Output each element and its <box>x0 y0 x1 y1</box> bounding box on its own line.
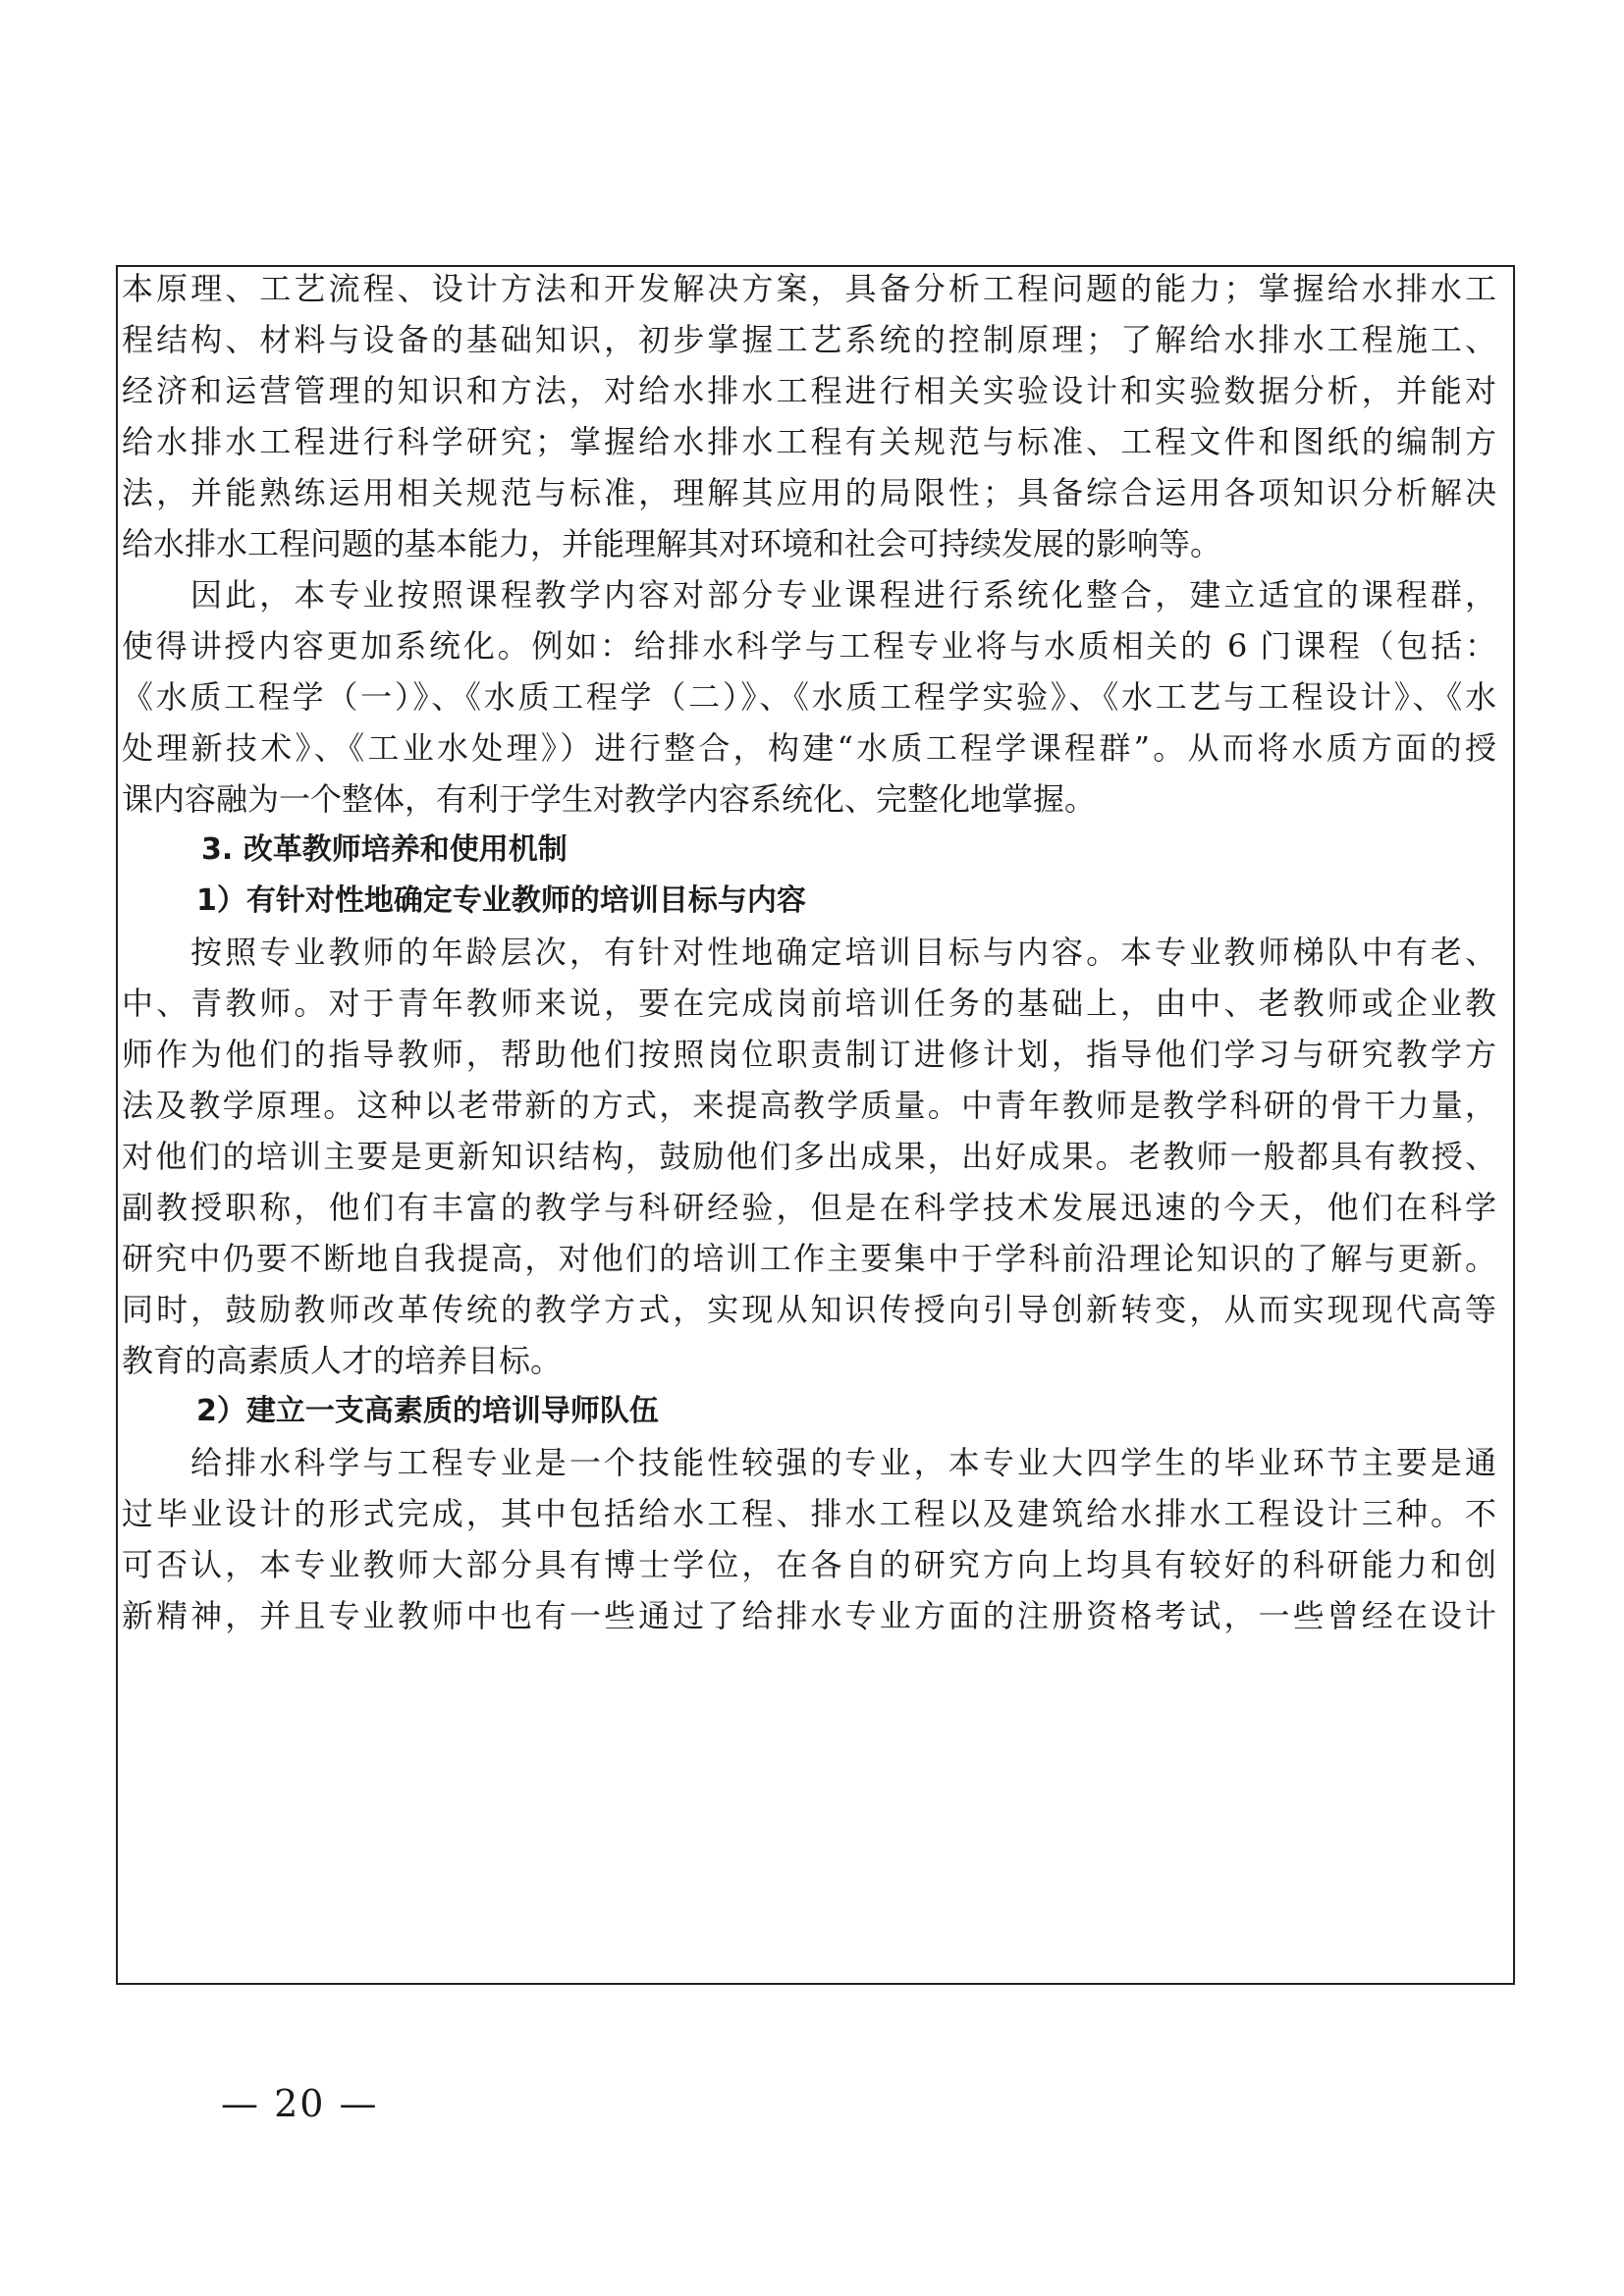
section-heading: 3. 改革教师培养和使用机制 <box>201 832 568 867</box>
paragraph-1-line: 本原理、工艺流程、设计方法和开发解决方案，具备分析工程问题的能力；掌握给水排水工 <box>122 270 1496 307</box>
paragraph-2-line: 《水质工程学（一）》、《水质工程学（二）》、《水质工程学实验》、《水工艺与工程设计》、《水 <box>122 678 1496 716</box>
page-number: — 20 — <box>221 2082 379 2125</box>
paragraph-3-line: 师作为他们的指导教师，帮助他们按照岗位职责制订进修计划，指导他们学习与研究教学方 <box>122 1036 1496 1073</box>
paragraph-4-line: 给排水科学与工程专业是一个技能性较强的专业，本专业大四学生的毕业环节主要是通 <box>190 1444 1496 1481</box>
paragraph-1-line: 法，并能熟练运用相关规范与标准，理解其应用的局限性；具备综合运用各项知识分析解决 <box>122 474 1496 511</box>
paragraph-1-line: 给水排水工程问题的基本能力，并能理解其对环境和社会可持续发展的影响等。 <box>122 525 1222 562</box>
paragraph-3-line: 同时，鼓励教师改革传统的教学方式，实现从知识传授向引导创新转变，从而实现现代高等 <box>122 1291 1496 1328</box>
paragraph-3-line: 对他们的培训主要是更新知识结构，鼓励他们多出成果，出好成果。老教师一般都具有教授、 <box>122 1138 1496 1175</box>
subsection-heading: 1）有针对性地确定专业教师的培训目标与内容 <box>196 883 806 918</box>
paragraph-3-line: 中、青教师。对于青年教师来说，要在完成岗前培训任务的基础上，由中、老教师或企业教 <box>122 985 1496 1022</box>
paragraph-4-line: 可否认，本专业教师大部分具有博士学位，在各自的研究方向上均具有较好的科研能力和创 <box>122 1546 1496 1583</box>
paragraph-3-line: 法及教学原理。这种以老带新的方式，来提高教学质量。中青年教师是教学科研的骨干力量， <box>122 1087 1496 1124</box>
paragraph-2-line: 因此，本专业按照课程教学内容对部分专业课程进行系统化整合，建立适宜的课程群， <box>190 576 1496 614</box>
paragraph-1-line: 程结构、材料与设备的基础知识，初步掌握工艺系统的控制原理；了解给水排水工程施工、 <box>122 321 1496 358</box>
subsection-heading: 2）建立一支高素质的培训导师队伍 <box>196 1394 659 1428</box>
paragraph-2-line: 处理新技术》、《工业水处理》）进行整合，构建“水质工程学课程群”。从而将水质方面的授 <box>122 729 1496 767</box>
paragraph-4-line: 过毕业设计的形式完成，其中包括给水工程、排水工程以及建筑给水排水工程设计三种。不 <box>122 1495 1496 1532</box>
paragraph-3-line: 副教授职称，他们有丰富的教学与科研经验，但是在科学技术发展迅速的今天，他们在科学 <box>122 1189 1496 1226</box>
paragraph-1-line: 经济和运营管理的知识和方法，对给水排水工程进行相关实验设计和实验数据分析，并能对 <box>122 372 1496 409</box>
paragraph-2-line: 使得讲授内容更加系统化。例如：给排水科学与工程专业将与水质相关的 6 门课程（包括： <box>122 627 1496 665</box>
paragraph-4-line: 新精神，并且专业教师中也有一些通过了给排水专业方面的注册资格考试，一些曾经在设计 <box>122 1597 1496 1634</box>
paragraph-3-line: 研究中仍要不断地自我提高，对他们的培训工作主要集中于学科前沿理论知识的了解与更新。 <box>122 1240 1496 1277</box>
paragraph-3-line: 按照专业教师的年龄层次，有针对性地确定培训目标与内容。本专业教师梯队中有老、 <box>190 934 1496 971</box>
paragraph-1-line: 给水排水工程进行科学研究；掌握给水排水工程有关规范与标准、工程文件和图纸的编制方 <box>122 423 1496 460</box>
paragraph-2-line: 课内容融为一个整体，有利于学生对教学内容系统化、完整化地掌握。 <box>122 780 1097 818</box>
paragraph-3-line: 教育的高素质人才的培养目标。 <box>122 1342 563 1379</box>
